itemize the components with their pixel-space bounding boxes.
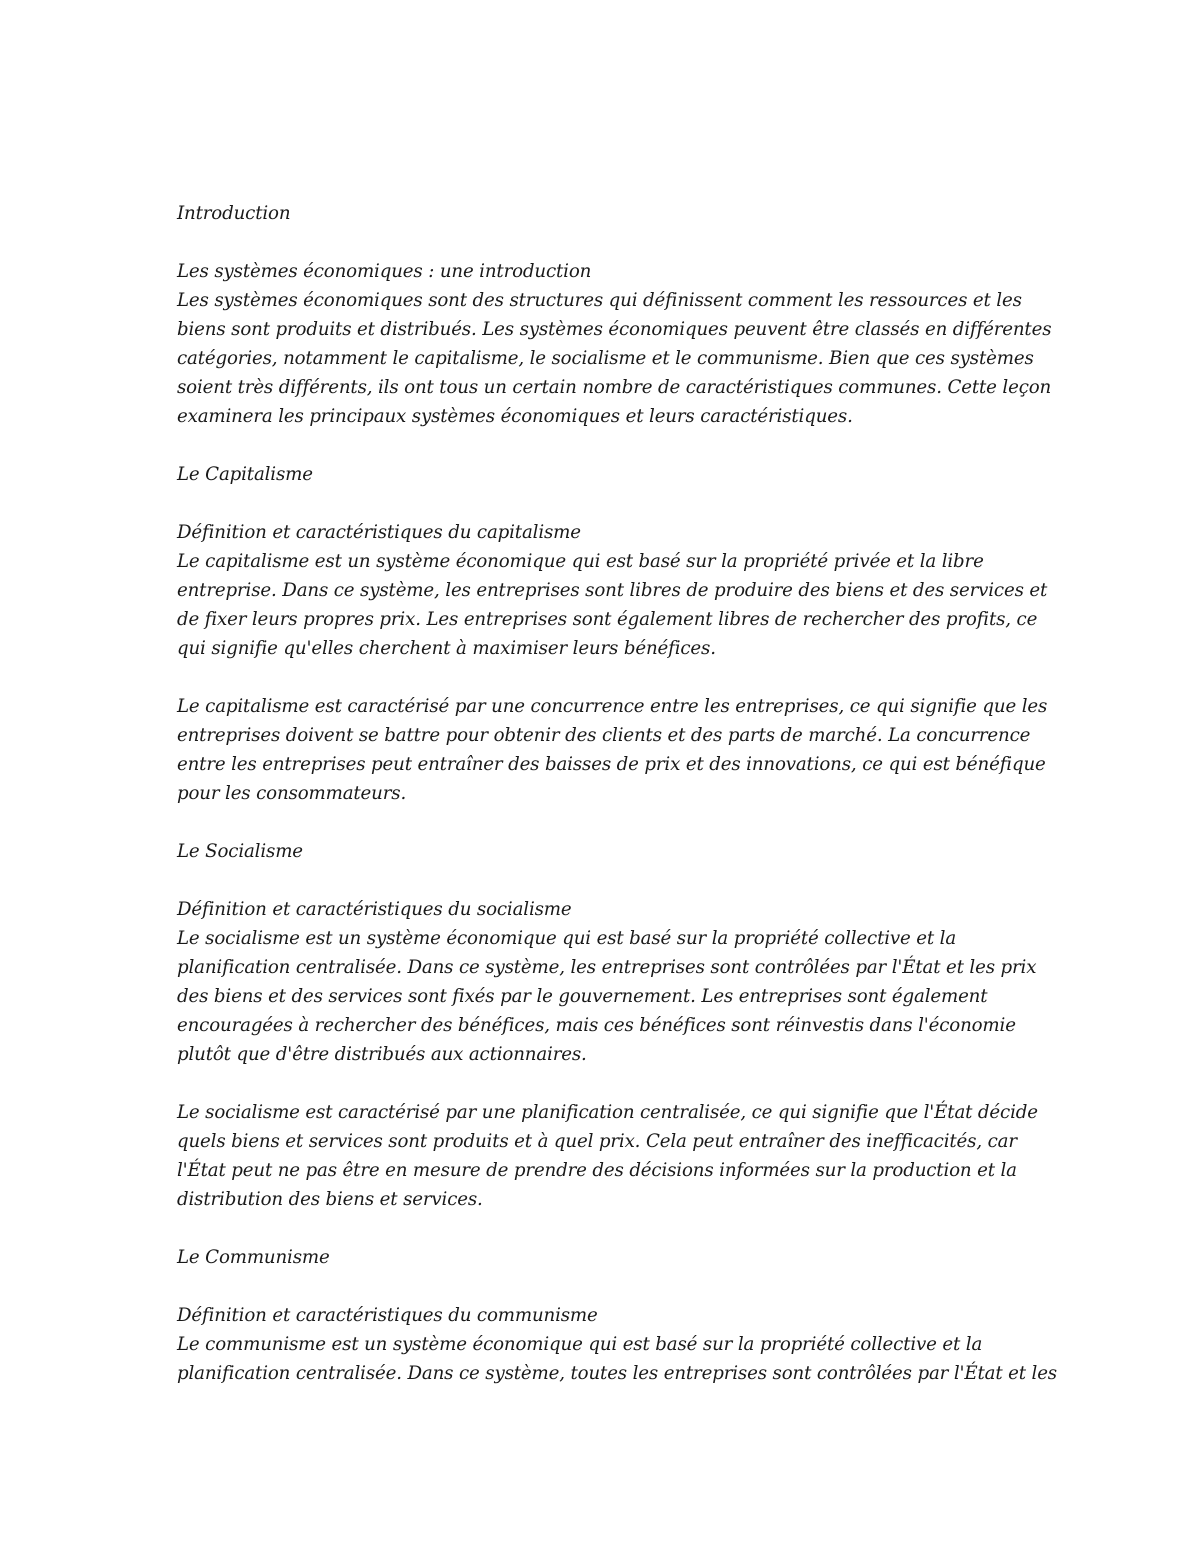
- paragraph-line: examinera les principaux systèmes économiques et leurs caractéristiques.: [177, 406, 853, 427]
- paragraph-socialisme-2: [177, 1098, 1037, 1214]
- paragraph-line: Le socialisme est caractérisé par une planification centralisée, ce qui signifie que l'État décide: [177, 1102, 1038, 1123]
- paragraph-line: plutôt que d'être distribués aux actionnaires.: [177, 1044, 587, 1065]
- paragraph-line: quels biens et services sont produits et à quel prix. Cela peut entraîner des inefficacités, car: [177, 1131, 1017, 1152]
- section-heading-capitalisme: Le Capitalisme: [177, 464, 313, 485]
- section-heading-socialisme: Le Socialisme: [177, 841, 303, 862]
- paragraph-line: catégories, notamment le capitalisme, le socialisme et le communisme. Bien que ces systèmes: [177, 348, 1034, 369]
- paragraph-line: Le capitalisme est caractérisé par une concurrence entre les entreprises, ce qui signifie que les: [177, 696, 1048, 717]
- paragraph-line: entreprise. Dans ce système, les entreprises sont libres de produire des biens et des services et: [177, 580, 1048, 601]
- subheading-socialisme: Définition et caractéristiques du socialisme: [177, 899, 572, 920]
- subheading-communisme: Définition et caractéristiques du communisme: [177, 1305, 598, 1326]
- paragraph-line: encouragées à rechercher des bénéfices, mais ces bénéfices sont réinvestis dans l'économie: [177, 1015, 1016, 1036]
- paragraph-line: Le capitalisme est un système économique qui est basé sur la propriété privée et la libre: [177, 551, 984, 572]
- paragraph-line: planification centralisée. Dans ce système, toutes les entreprises sont contrôlées par l'État et les: [177, 1363, 1057, 1384]
- paragraph-line: Le communisme est un système économique qui est basé sur la propriété collective et la: [177, 1334, 983, 1355]
- document-body: [177, 199, 1057, 1388]
- paragraph-line: distribution des biens et services.: [177, 1189, 483, 1210]
- section-heading-introduction: Introduction: [177, 203, 291, 224]
- paragraph-line: l'État peut ne pas être en mesure de prendre des décisions informées sur la production et la: [177, 1160, 1017, 1181]
- paragraph-line: entreprises doivent se battre pour obtenir des clients et des parts de marché. La concurrence: [177, 725, 1031, 746]
- blank-line: [177, 489, 1037, 518]
- subheading-capitalisme: Définition et caractéristiques du capitalisme: [177, 522, 581, 543]
- blank-line: [177, 808, 1037, 837]
- blank-line: [177, 1272, 1037, 1301]
- blank-line: [177, 228, 1037, 257]
- paragraph-line: soient très différents, ils ont tous un certain nombre de caractéristiques communes. Cette leçon: [177, 377, 1052, 398]
- blank-line: [177, 866, 1037, 895]
- blank-line: [177, 663, 1037, 692]
- paragraph-line: Les systèmes économiques sont des structures qui définissent comment les ressources et les: [177, 290, 1022, 311]
- paragraph-line: planification centralisée. Dans ce système, les entreprises sont contrôlées par l'État et les prix: [177, 957, 1037, 978]
- paragraph-capitalisme-2: [177, 692, 1048, 808]
- paragraph-intro: [177, 286, 1052, 431]
- paragraph-line: entre les entreprises peut entraîner des baisses de prix et des innovations, ce qui est bénéfique: [177, 754, 1046, 775]
- paragraph-line: pour les consommateurs.: [177, 783, 407, 804]
- paragraph-line: qui signifie qu'elles cherchent à maximiser leurs bénéfices.: [177, 638, 716, 659]
- paragraph-line: biens sont produits et distribués. Les systèmes économiques peuvent être classés en différentes: [177, 319, 1052, 340]
- paragraph-socialisme-1: [177, 924, 1037, 1069]
- paragraph-capitalisme-1: [177, 547, 1048, 663]
- blank-line: [177, 431, 1037, 460]
- blank-line: [177, 1214, 1037, 1243]
- section-heading-communisme: Le Communisme: [177, 1247, 330, 1268]
- paragraph-line: des biens et des services sont fixés par le gouvernement. Les entreprises sont également: [177, 986, 988, 1007]
- paragraph-communisme-1: [177, 1330, 1057, 1388]
- paragraph-line: Le socialisme est un système économique qui est basé sur la propriété collective et la: [177, 928, 957, 949]
- blank-line: [177, 1069, 1037, 1098]
- subheading-intro: Les systèmes économiques : une introduction: [177, 261, 592, 282]
- paragraph-line: de fixer leurs propres prix. Les entreprises sont également libres de rechercher des profits, ce: [177, 609, 1038, 630]
